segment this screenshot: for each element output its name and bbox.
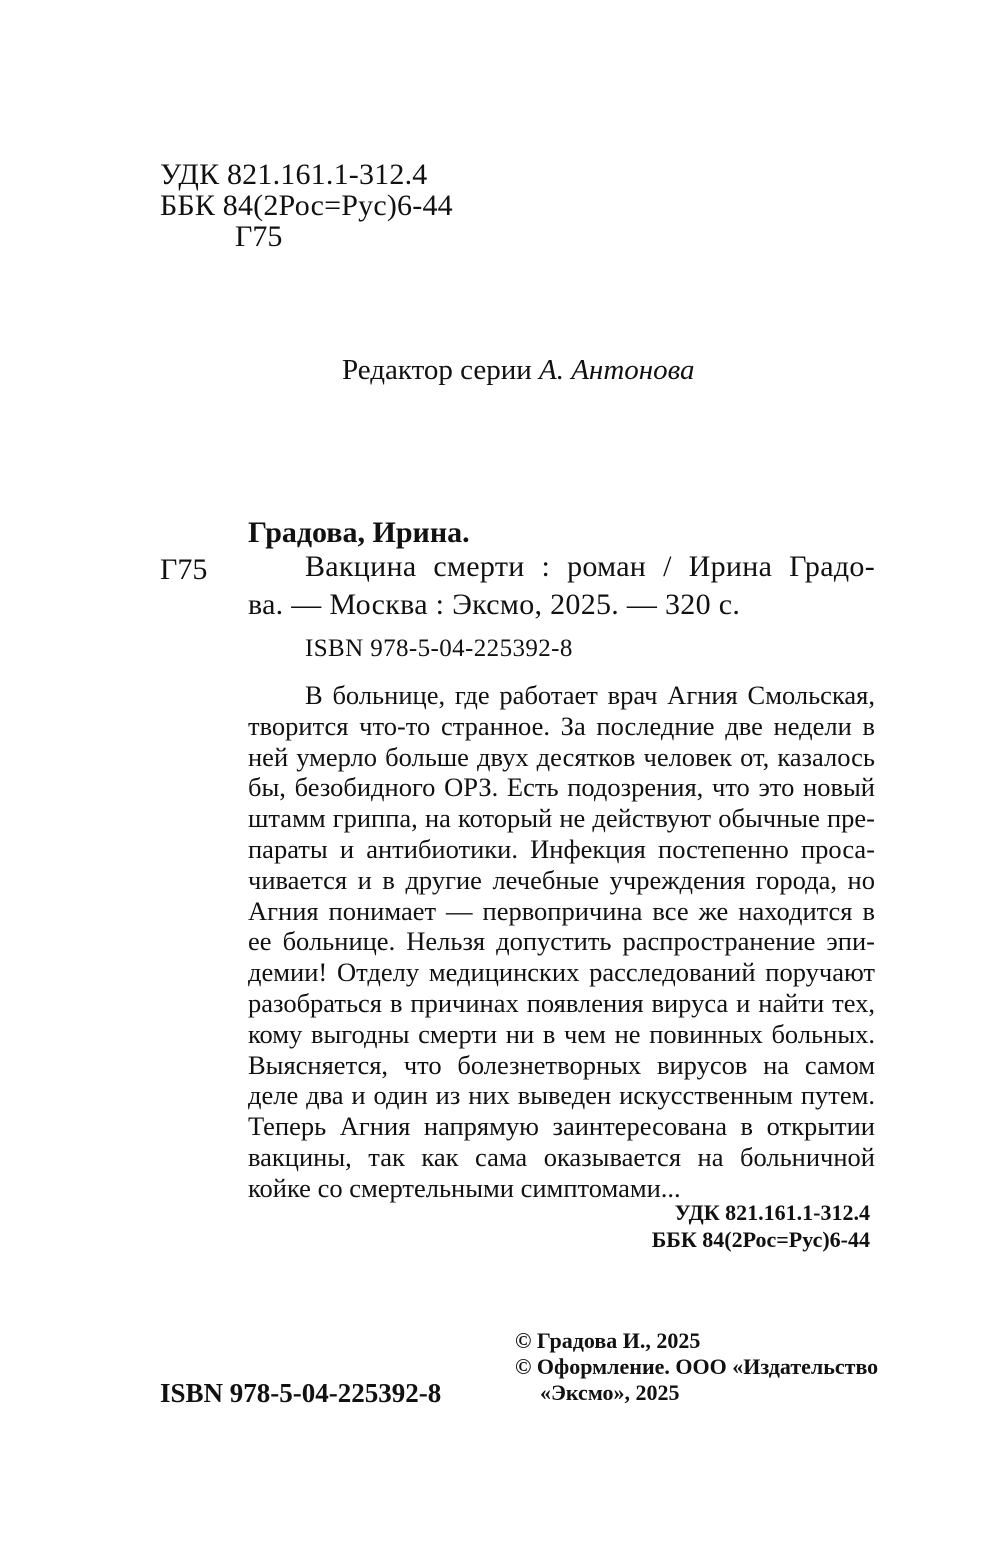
bbk-code: ББК 84(2Рос=Рус)6-44 (160, 189, 453, 222)
annotation-line: чивается и в другие лечебные учреждения города, но (248, 864, 875, 895)
annotation-line: разобраться в причинах появления вируса и найти тех, (248, 987, 875, 1018)
series-editor (342, 353, 695, 387)
record-author: Градова, Ирина. (248, 516, 470, 549)
record-author-mark: Г75 (160, 553, 208, 586)
annotation-line: койке со смертельными симптомами... (248, 1172, 681, 1203)
record-isbn: ISBN 978-5-04-225392-8 (305, 635, 573, 662)
annotation-line: ее больнице. Нельзя допустить распространение эпи- (248, 926, 875, 957)
annotation-line: творится что-то странное. За последние две недели в (248, 710, 875, 741)
series-editor-name: А. Антонова (539, 354, 695, 386)
annotation-line: Выясняется, что болезнетворных вирусов на самом (248, 1049, 875, 1080)
udk-code-bottom: УДК 821.161.1-312.4 (674, 1200, 870, 1225)
udk-code: УДК 821.161.1-312.4 (160, 158, 428, 191)
annotation-line: бы, безобидного ОРЗ. Есть подозрения, что это новый (248, 772, 875, 803)
annotation-line: параты и антибиотики. Инфекция постепенно проса- (248, 833, 875, 864)
annotation-line: кому выгодны смерти ни в чем не повинных больных. (248, 1018, 875, 1049)
author-mark: Г75 (235, 220, 283, 253)
annotation-line: вакцины, так как сама оказывается на больничной (248, 1141, 875, 1172)
isbn-bottom: ISBN 978-5-04-225392-8 (160, 1378, 442, 1408)
annotation-line: демии! Отделу медицинских расследований поручают (248, 957, 875, 988)
series-editor-label: Редактор серии (342, 354, 539, 386)
annotation-line: В больнице, где работает врач Агния Смольская, (305, 680, 875, 710)
annotation-line: штамм гриппа, на который не действуют обычные пре- (248, 803, 875, 834)
annotation-line: ней умерло больше двух десятков человек от, казалось (248, 741, 875, 772)
bbk-code-bottom: ББК 84(2Рос=Рус)6-44 (651, 1227, 870, 1252)
copyright-design: © Оформление. ООО «Издательство (515, 1354, 879, 1379)
copyright-design-cont: «Эксмо», 2025 (540, 1380, 680, 1405)
copyright-author: © Градова И., 2025 (515, 1328, 701, 1353)
annotation-line: деле два и один из них выведен искусственным путем. (248, 1080, 875, 1111)
bibliographic-line-2: ва. — Москва : Эксмо, 2025. — 320 с. (248, 588, 741, 621)
annotation (248, 680, 875, 1204)
bibliographic-line-1: Вакцина смерти : роман / Ирина Градо- (305, 550, 875, 583)
annotation-line: Агния понимает — первопричина все же находится в (248, 895, 875, 926)
annotation-line: Теперь Агния напрямую заинтересована в открытии (248, 1111, 875, 1142)
